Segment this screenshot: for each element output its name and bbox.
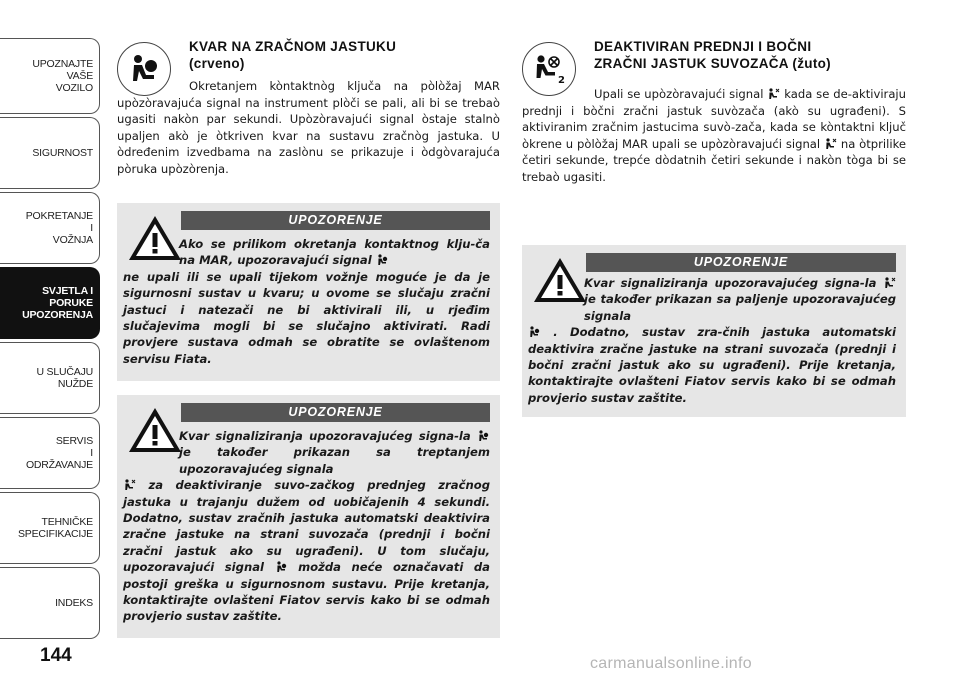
left-column xyxy=(117,34,500,178)
airbag-warning-icon xyxy=(117,42,171,96)
tab-u-slucaju-nuzde[interactable]: U SLUČAJU NUŽDE xyxy=(0,342,100,414)
airbag-symbol-icon xyxy=(376,254,389,266)
warning-text: Ako se prilikom okretanja kontaktnog klju-ča na MAR, upozoravajući signal ne upali ili se upali tijekom vožnje moguće je da je sigurnosni sustav u kvaru; u ovome se slučaju zračni jastuci i natezači ne bi aktivirali ili, u rjeđim slučajevima mogli bi se slučajno aktivirati. Radi provjere sustava odmah se obratite se ovlaštenom servisu Fiata. xyxy=(123,237,490,366)
tab-servis-i-odrzavanje[interactable]: SERVIS I ODRŽAVANJE xyxy=(0,417,100,489)
airbag-failure-heading xyxy=(117,34,500,94)
tab-svjetla-i-poruke-upozorenja[interactable]: SVJETLA I PORUKE UPOZORENJA xyxy=(0,267,100,339)
passenger-airbag-off-symbol-icon xyxy=(824,138,837,150)
passenger-airbag-off-symbol-icon xyxy=(123,479,136,491)
passenger-airbag-off-symbol-icon xyxy=(883,277,896,289)
warning-box xyxy=(117,395,500,638)
passenger-airbag-off-text: Upali se upòzòravajući signal kada se de-aktiviraju prednji i bòčni zračni jastuk suvòzača (akò su ugrađeni). S aktiviranim zračnim jastucima suvò-zača, kada se kòntaktni ključ òkrene u pòlòžaj MAR upali se upòzòravajući signal na òtprilike četiri sekunde, trepće dòdatnih četiri sekunde i nakòn tòga bi se trebaò ugasiti. xyxy=(522,87,907,184)
watermark: carmanualsonline.info xyxy=(590,655,752,672)
passenger-airbag-off-heading xyxy=(522,34,906,94)
svg-text:2: 2 xyxy=(558,75,565,86)
warning-header: UPOZORENJE xyxy=(181,211,490,230)
passenger-airbag-off-icon xyxy=(522,42,576,96)
airbag-symbol-icon xyxy=(275,561,288,573)
tab-upoznajte-vase-vozilo[interactable]: UPOZNAJTE VAŠE VOZILO xyxy=(0,38,100,114)
right-column xyxy=(522,34,906,186)
warning-text: Kvar signaliziranja upozoravajućeg signa-la je također prikazan sa paljenje upozoravajućeg signala . Dodatno, sustav zra-čnih jastuka automatski deaktivira zračne jastuke na strani suvozača (prednji i bočni zračni jastuk ako su ugrađeni). Prije kretanja, kontaktirajte ovlašteni Fiatov servis kako bi se odmah provjerio sustav zaštite. xyxy=(528,276,896,405)
tab-indeks[interactable]: INDEKS xyxy=(0,567,100,639)
warning-box xyxy=(522,245,906,417)
warning-text: Kvar signaliziranja upozoravajućeg signa-la je također prikazan sa treptanjem upozoravajućeg signala za deaktiviranje suvo-začkog prednjeg zračnog jastuka u trajanju dužem od uobičajenih 4 sekundi. Dodatno, sustav zračnih jastuka automatski deaktivira zračne jastuke na strani suvozača (prednji i bočni zračni jastuk ako su ugrađeni). U tom slučaju, upozoravajući signal možda neće označavati da postoji greška u sigurnosnom sustavu. Prije kretanja, kontaktirajte ovlašteni Fiatov servis kako bi se odmah provjerio sustav zaštite. xyxy=(123,429,490,624)
page-number: 144 xyxy=(40,645,72,666)
airbag-failure-text: Okretanjem kòntaktnòg ključa na pòlòžaj MAR upòzòravajuća signal na instrument plòči se pali, ali bi se trebaò ugasiti nakòn par sekundi. Upòzòravajući signal òstaje stalnò upaljen akò je òtkriven kvar na sustavu zračnòg jastuka. U òdređenim izvedbama na zaslònu se prikazuje i òdgòvarajuća pòruka upòzòrenja. xyxy=(117,79,500,176)
section-title: KVAR NA ZRAČNOM JASTUKU (crveno) xyxy=(189,39,397,71)
airbag-symbol-icon xyxy=(528,326,541,338)
airbag-symbol-icon xyxy=(477,430,490,442)
warning-header: UPOZORENJE xyxy=(181,403,490,422)
tab-sigurnost[interactable]: SIGURNOST xyxy=(0,117,100,189)
tab-pokretanje-i-voznja[interactable]: POKRETANJE I VOŽNJA xyxy=(0,192,100,264)
tab-tehnicke-specifikacije[interactable]: TEHNIČKE SPECIFIKACIJE xyxy=(0,492,100,564)
chapter-sidebar xyxy=(0,0,104,679)
section-title: DEAKTIVIRAN PREDNJI I BOČNI ZRAČNI JASTUK SUVOZAČA (žuto) xyxy=(594,39,831,71)
warning-box xyxy=(117,203,500,381)
warning-header: UPOZORENJE xyxy=(586,253,896,272)
